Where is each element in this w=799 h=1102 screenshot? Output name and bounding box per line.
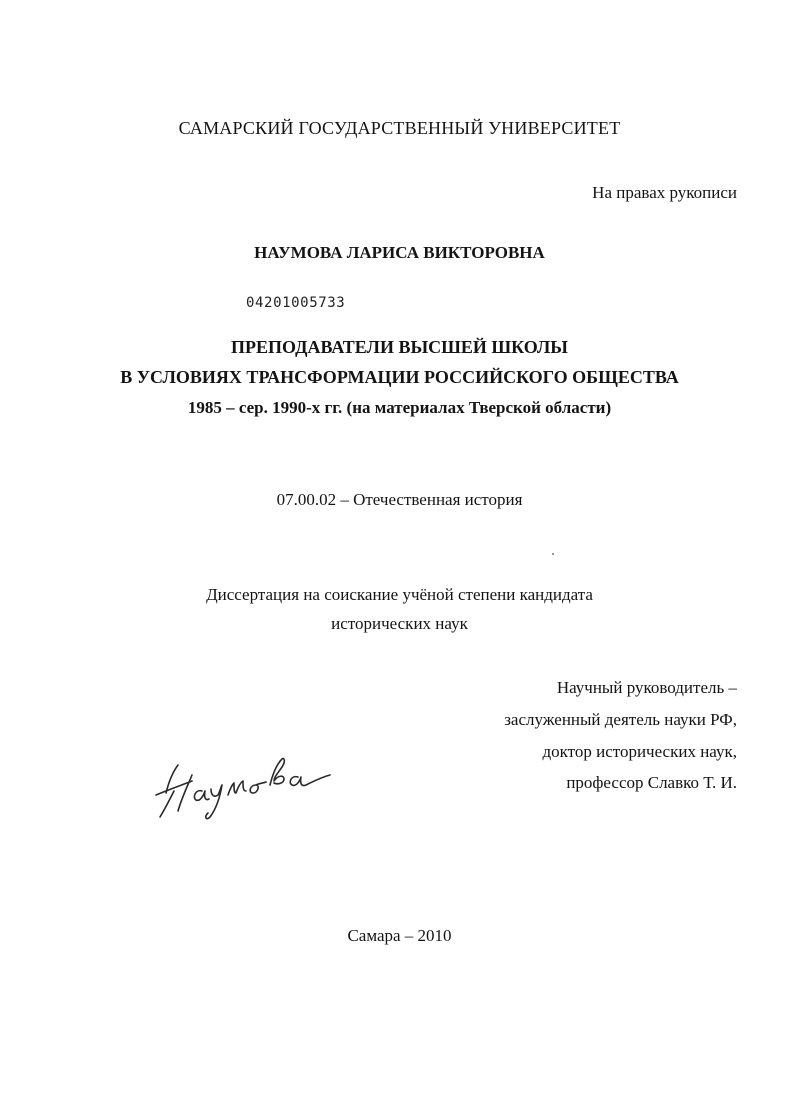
degree-line-2: исторических наук: [331, 614, 468, 633]
library-code-stamp: 04201005733: [246, 295, 346, 311]
scan-speck: [552, 553, 554, 555]
thesis-title-line-1: ПРЕПОДАВАТЕЛИ ВЫСШЕЙ ШКОЛЫ: [231, 337, 568, 357]
thesis-title-line-2: В УСЛОВИЯХ ТРАНСФОРМАЦИИ РОССИЙСКОГО ОБЩЕСТВА: [120, 367, 679, 387]
place-and-year: Самара – 2010: [347, 926, 452, 945]
degree-line-1: Диссертация на соискание учёной степени кандидата: [206, 585, 593, 604]
specialty-code: 07.00.02 – Отечественная история: [276, 490, 523, 509]
supervisor-line-2: заслуженный деятель науки РФ,: [504, 710, 737, 729]
thesis-title-line-3: 1985 – сер. 1990-х гг. (на материалах Тверской области): [187, 398, 612, 417]
supervisor-line-4: профессор Славко Т. И.: [566, 773, 737, 792]
manuscript-rights-note: На правах рукописи: [592, 183, 737, 202]
university-name: САМАРСКИЙ ГОСУДАРСТВЕННЫЙ УНИВЕРСИТЕТ: [178, 118, 621, 138]
handwritten-signature: [148, 745, 338, 825]
author-name: НАУМОВА ЛАРИСА ВИКТОРОВНА: [254, 243, 545, 262]
supervisor-line-1: Научный руководитель –: [556, 678, 737, 697]
supervisor-line-3: доктор исторических наук,: [542, 742, 737, 761]
